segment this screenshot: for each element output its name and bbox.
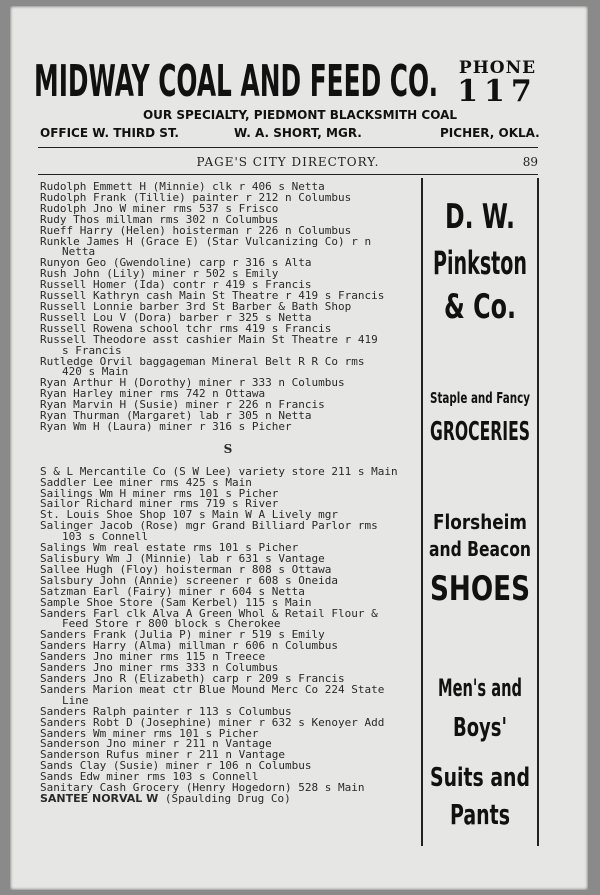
entry-continuation: s Francis — [62, 343, 122, 357]
phone-block — [455, 58, 540, 109]
entry-text: Sanders Jno miner rms 115 n Treece — [40, 650, 266, 664]
entry-text: Sands Clay (Susie) miner r 106 n Columbus — [40, 759, 312, 773]
entry-continuation: 420 s Main — [62, 365, 129, 379]
directory-entry — [40, 332, 416, 357]
entry-text: Sanders Robt D (Josephine) miner r 632 s Kenoyer Add — [40, 715, 385, 729]
city-name: PICHER, OKLA. — [440, 126, 540, 140]
entry-text: Salisbury Wm J (Minnie) lab r 631 s Vantage — [40, 552, 325, 565]
ad-suits-line: Suits and — [430, 763, 530, 793]
entry-text: Russell Kathryn cash Main St Theatre r 419 s Francis — [40, 289, 385, 303]
entry-text: Salinger Jacob (Rose) mgr Grand Billiard Parlor rms — [40, 519, 378, 533]
entry-text: Saddler Lee miner rms 425 s Main — [40, 475, 252, 489]
ad-groceries-line: GROCERIES — [430, 417, 530, 447]
directory-entry — [40, 521, 416, 543]
entry-text: Sailings Wm H miner rms 101 s Picher — [40, 486, 279, 500]
header-rule-top — [38, 147, 538, 148]
entry-text: Satzman Earl (Fairy) miner r 604 s Netta — [40, 584, 305, 598]
entry-text: Rudolph Frank (Tillie) painter r 212 n Columbus — [40, 190, 352, 204]
entry-text: Sanders Wm miner rms 101 s Picher — [40, 726, 259, 740]
entry-text: Russell Theodore asst cashier Main St Theatre r 419 — [40, 332, 378, 346]
entry-text: Rush John (Lily) miner r 502 s Emily — [40, 267, 279, 281]
ad-mens-line: Men's and — [438, 674, 522, 702]
phone-label: PHONE — [458, 58, 537, 78]
entry-text: Sallee Hugh (Floy) hoisterman r 808 s Ottawa — [40, 562, 332, 576]
entry-text: Sanders Ralph painter r 113 s Columbus — [40, 704, 292, 718]
ad-name-line1: D. W. — [445, 197, 515, 237]
entry-text: Sanders Farl clk Alva A Green Whol & Retail Flour & — [40, 606, 378, 620]
entry-text: Rudolph Emmett H (Minnie) clk r 406 s Netta — [40, 180, 325, 193]
entry-text: Runyon Geo (Gwendoline) carp r 316 s Alta — [40, 256, 312, 270]
listings-r — [40, 182, 416, 433]
ad-beacon-line: and Beacon — [429, 537, 531, 561]
manager-name: W. A. SHORT, MGR. — [234, 126, 362, 140]
entry-text: Sanderson Rufus miner r 211 n Vantage — [40, 748, 286, 762]
ad-name-line3: & Co. — [444, 287, 516, 327]
directory-title: PAGE'S CITY DIRECTORY. — [196, 155, 380, 169]
entry-continuation: 103 s Connell — [62, 530, 149, 544]
ad-florsheim-line: Florsheim — [433, 510, 527, 534]
entry-text: Sanders Jno miner rms 333 n Columbus — [40, 661, 279, 675]
directory-entry — [40, 354, 416, 379]
entry-text: Sailor Richard miner rms 719 s River — [40, 497, 279, 511]
pinkston-advertisement — [421, 178, 539, 846]
ad-name-line2: Pinkston — [433, 244, 527, 282]
office-address: OFFICE W. THIRD ST. — [40, 126, 179, 140]
directory-entry — [40, 234, 416, 259]
entry-text: Sanders Frank (Julia P) miner r 519 s Emily — [40, 628, 325, 642]
entry-text: Rudy Thos millman rms 302 n Columbus — [40, 212, 279, 226]
company-name: MIDWAY COAL AND FEED CO. — [34, 56, 438, 107]
header-rule-bottom — [38, 174, 538, 175]
ad-pants-line: Pants — [450, 798, 510, 831]
entry-text: Russell Homer (Ida) contr r 419 s Francis — [40, 278, 312, 292]
entry-text: Rueff Harry (Helen) hoisterman r 226 n Columbus — [40, 223, 352, 237]
entry-text: Sanitary Cash Grocery (Henry Hogedorn) 528 s Main — [40, 781, 365, 795]
entry-text: Ryan Wm H (Laura) miner r 316 s Picher — [40, 419, 292, 433]
ad-boys-line: Boys' — [453, 713, 507, 743]
entry-text: Runkle James H (Grace E) (Star Vulcanizing Co) r n — [40, 234, 372, 248]
directory-entry — [40, 606, 416, 631]
entry-bold-rest: (Spaulding Drug Co) — [158, 791, 291, 805]
entry-text: Ryan Marvin H (Susie) miner r 226 n Francis — [40, 398, 325, 412]
entry-text: Russell Lou V (Dora) barber r 325 s Netta — [40, 310, 312, 324]
entry-text: Rudolph Jno W miner rms 537 s Frisco — [40, 201, 279, 215]
pinkston-ad-art — [423, 178, 537, 846]
company-title — [34, 54, 444, 107]
entry-text: Sanders Marion meat ctr Blue Mound Merc Co 224 State — [40, 682, 385, 696]
entry-bold-name: SANTEE NORVAL W — [40, 791, 159, 805]
entry-text: Ryan Thurman (Margaret) lab r 305 n Netta — [40, 409, 312, 423]
entry-continuation: Feed Store r 800 block s Cherokee — [62, 617, 281, 631]
entry-text: Ryan Harley miner rms 742 n Ottawa — [40, 387, 266, 401]
entry-text: Rutledge Orvil baggageman Mineral Belt R R Co rms — [40, 354, 365, 368]
entry-text: Russell Lonnie barber 3rd St Barber & Bath Shop — [40, 299, 352, 313]
page-number: 89 — [522, 155, 538, 169]
listings-s — [40, 464, 416, 795]
entry-text: Sanders Jno R (Elizabeth) carp r 209 s Francis — [40, 671, 345, 685]
entry-text: Ryan Arthur H (Dorothy) miner r 333 n Columbus — [40, 376, 345, 390]
entry-text: S & L Mercantile Co (S W Lee) variety store 211 s Main — [40, 464, 398, 478]
entry-continuation: Line — [62, 693, 89, 707]
entry-text: Sanderson Jno miner r 211 n Vantage — [40, 737, 272, 751]
entry-text: Salsbury John (Annie) screener r 608 s Oneida — [40, 573, 339, 587]
directory-entry — [40, 419, 416, 433]
ad-shoes-line: SHOES — [430, 569, 530, 609]
entry-text: Sands Edw miner rms 103 s Connell — [40, 770, 259, 784]
entry-text: Russell Rowena school tchr rms 419 s Francis — [40, 321, 332, 335]
entry-text: Salings Wm real estate rms 101 s Picher — [40, 541, 299, 555]
ad-staple-line: Staple and Fancy — [430, 389, 531, 407]
directory-entry — [40, 682, 416, 707]
directory-entry-bold — [40, 791, 416, 805]
section-letter: S — [223, 441, 233, 456]
entry-text: Sanders Harry (Alma) millman r 606 n Columbus — [40, 639, 339, 653]
specialty-line: OUR SPECIALTY, PIEDMONT BLACKSMITH COAL — [142, 108, 458, 122]
phone-number: 117 — [457, 74, 538, 109]
entry-text: Sample Shoe Store (Sam Kerbel) 115 s Main — [40, 595, 312, 609]
entry-text: St. Louis Shoe Shop 107 s Main W A Lively mgr — [40, 508, 339, 522]
directory-listing — [40, 182, 416, 805]
entry-continuation: Netta — [62, 245, 96, 259]
